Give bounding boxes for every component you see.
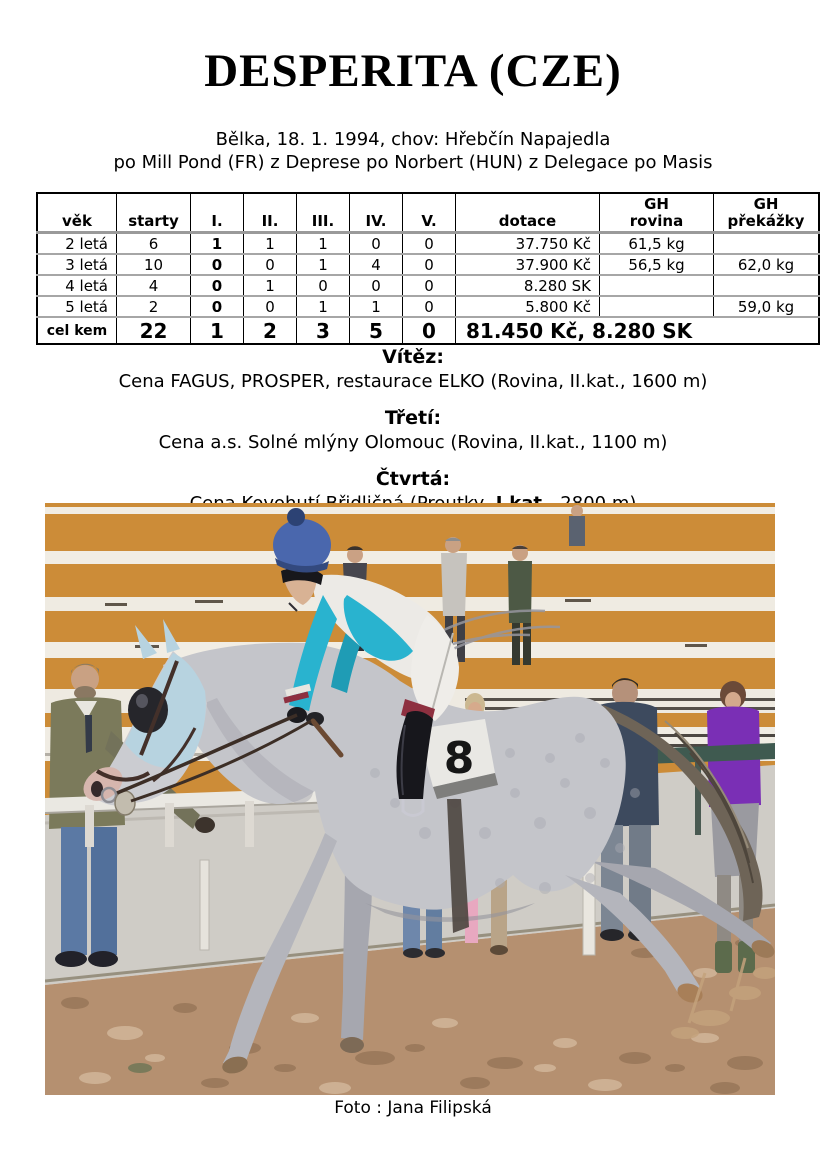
column-header-starty: starty	[117, 193, 191, 233]
saddle-cloth-number: 8	[443, 733, 475, 784]
column-header-gh-prekazky: GH překážky	[714, 193, 820, 233]
column-header-gh-rovina: GH rovina	[600, 193, 714, 233]
column-header-3rd: III.	[297, 193, 350, 233]
result-winner-heading: Vítěz:	[382, 346, 444, 368]
photo-caption: Foto : Jana Filipská	[334, 1098, 492, 1118]
table-row-2yo: 2 letá 6 1 1 1 0 0 37.750 Kč 61,5 kg	[37, 233, 819, 255]
result-third	[0, 407, 826, 453]
result-third-heading: Třetí:	[384, 407, 442, 429]
helmet-pompom	[287, 508, 305, 526]
martingale-disc	[115, 791, 135, 815]
column-header-1st: I.	[191, 193, 244, 233]
result-winner-detail: Cena FAGUS, PROSPER, restaurace ELKO (Rovina, II.kat., 1600 m)	[118, 371, 708, 392]
column-header-5th: V.	[403, 193, 456, 233]
column-header-4th: IV.	[350, 193, 403, 233]
page-title: DESPERITA (CZE)	[204, 45, 622, 97]
horse-pedigree-line: po Mill Pond (FR) z Deprese po Norbert (HUN) z Delegace po Masis	[113, 152, 713, 173]
table-total-row: cel kem 22 1 2 3 5 0 81.450 Kč, 8.280 SK	[37, 317, 819, 344]
career-statistics-table	[36, 192, 820, 345]
result-winner	[0, 346, 826, 392]
result-third-detail: Cena a.s. Solné mlýny Olomouc (Rovina, II.kat., 1100 m)	[158, 432, 668, 453]
horse-birth-line: Bělka, 18. 1. 1994, chov: Hřebčín Napajedla	[215, 129, 611, 150]
horse-blinker-cup	[128, 687, 168, 733]
race-results	[0, 346, 826, 529]
horse-description	[0, 128, 826, 174]
table-row-5yo: 5 letá 2 0 0 1 1 0 5.800 Kč 59,0 kg	[37, 296, 819, 317]
column-header-2nd: II.	[244, 193, 297, 233]
column-header-dotace: dotace	[456, 193, 600, 233]
grass-tuft	[128, 1063, 152, 1073]
horse-photo	[45, 503, 775, 1095]
table-header-row	[37, 193, 819, 233]
table-row-3yo: 3 letá 10 0 0 1 4 0 37.900 Kč 56,5 kg 62,0 kg	[37, 254, 819, 275]
horse-photo-illustration	[45, 503, 775, 1095]
spectator-walker-4	[569, 505, 585, 546]
table-row-4yo: 4 letá 4 0 1 0 0 0 8.280 SK	[37, 275, 819, 296]
result-fourth-heading: Čtvrtá:	[375, 468, 451, 490]
column-header-vek: věk	[37, 193, 117, 233]
white-post-small	[200, 860, 209, 950]
